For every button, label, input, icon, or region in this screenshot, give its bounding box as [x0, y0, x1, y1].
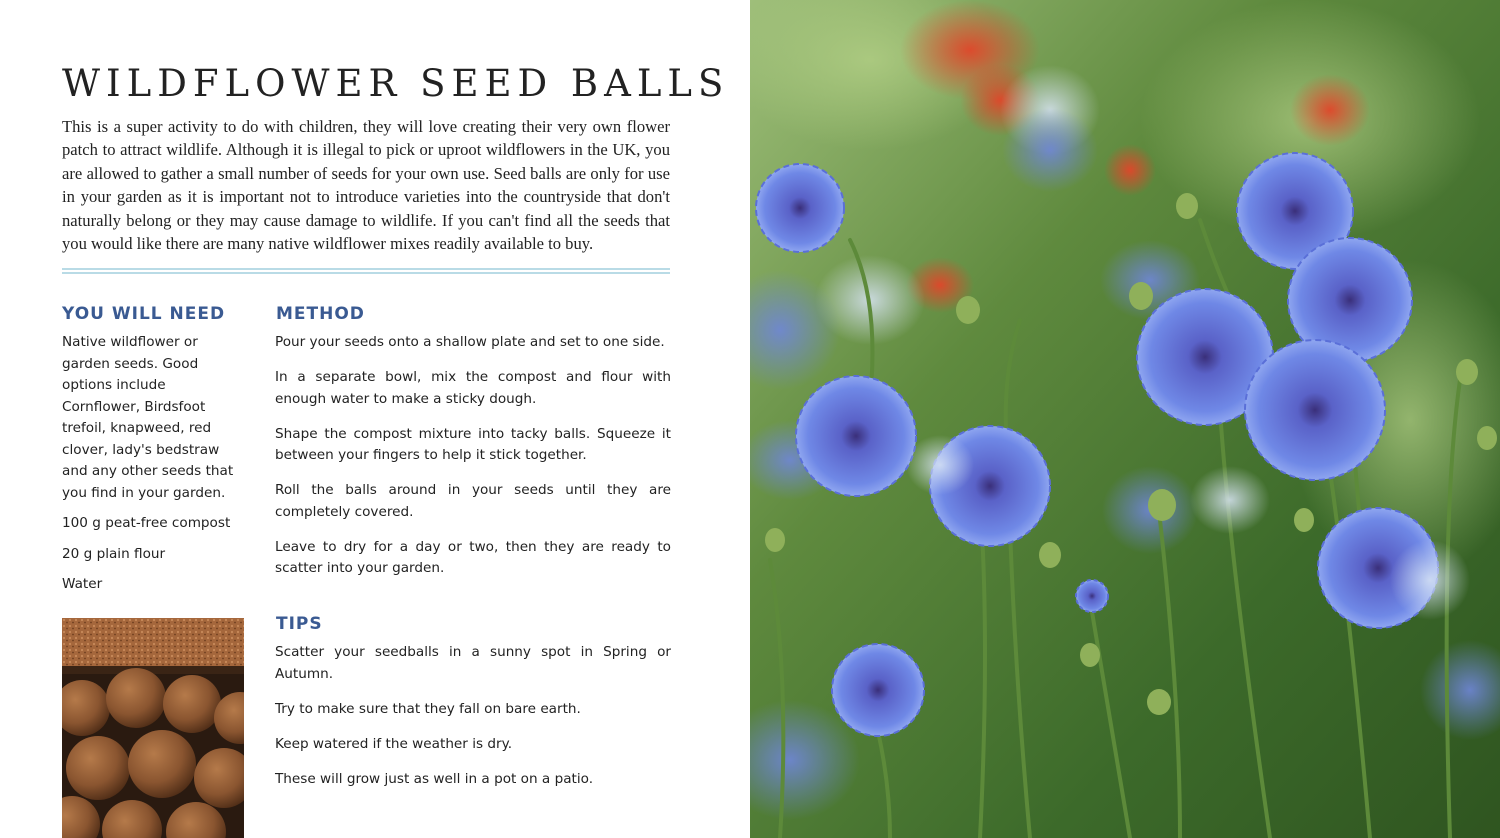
cornflower-photo: [750, 0, 1500, 838]
method-step: Leave to dry for a day or two, then they are ready to scatter into your garden.: [275, 538, 671, 576]
method-steps: [275, 332, 671, 593]
tip-item: Scatter your seedballs in a sunny spot in Spring or Autumn.: [275, 644, 671, 682]
tips-heading: TIPS: [276, 614, 323, 634]
method-step: Roll the balls around in your seeds until they are completely covered.: [275, 482, 671, 520]
ingredients-list: [62, 332, 247, 605]
method-step: Shape the compost mixture into tacky balls. Squeeze it between your fingers to help it stick together.: [275, 425, 671, 463]
you-will-need-heading: YOU WILL NEED: [62, 304, 226, 324]
ingredient-item: Native wildflower or garden seeds. Good options include Cornflower, Birdsfoot trefoil, knapweed, red clover, lady's bedstraw and any other seeds that you find in your garden.: [62, 334, 234, 501]
ingredient-item: 100 g peat-free compost: [62, 515, 231, 531]
method-step: Pour your seeds onto a shallow plate and set to one side.: [275, 334, 665, 350]
section-divider: [62, 268, 670, 274]
ingredient-item: 20 g plain flour: [62, 545, 166, 562]
tip-item: These will grow just as well in a pot on a patio.: [275, 770, 594, 787]
tip-item: Try to make sure that they fall on bare earth.: [275, 700, 581, 717]
method-step: In a separate bowl, mix the compost and flour with enough water to make a sticky dough.: [275, 369, 671, 407]
tips-list: [275, 642, 671, 804]
method-heading: METHOD: [276, 304, 365, 324]
tip-item: Keep watered if the weather is dry.: [275, 735, 513, 752]
intro-paragraph: This is a super activity to do with children, they will love creating their very own flower patch to attract wildlife. Although it is illegal to pick or uproot wildflowers in the UK, you are allowed to gather a small number of seeds for your own use. Seed balls are only for use in your garden as it is important not to introduce varieties into the countryside that don't naturally belong or they may cause damage to wildlife. If you can't find all the seeds that you would like there are many native wildflower mixes readily available to buy.: [62, 117, 670, 254]
seed-balls-photo: [62, 618, 244, 838]
ingredient-item: Water: [62, 576, 103, 592]
page-title: WILDFLOWER SEED BALLS: [62, 62, 730, 105]
